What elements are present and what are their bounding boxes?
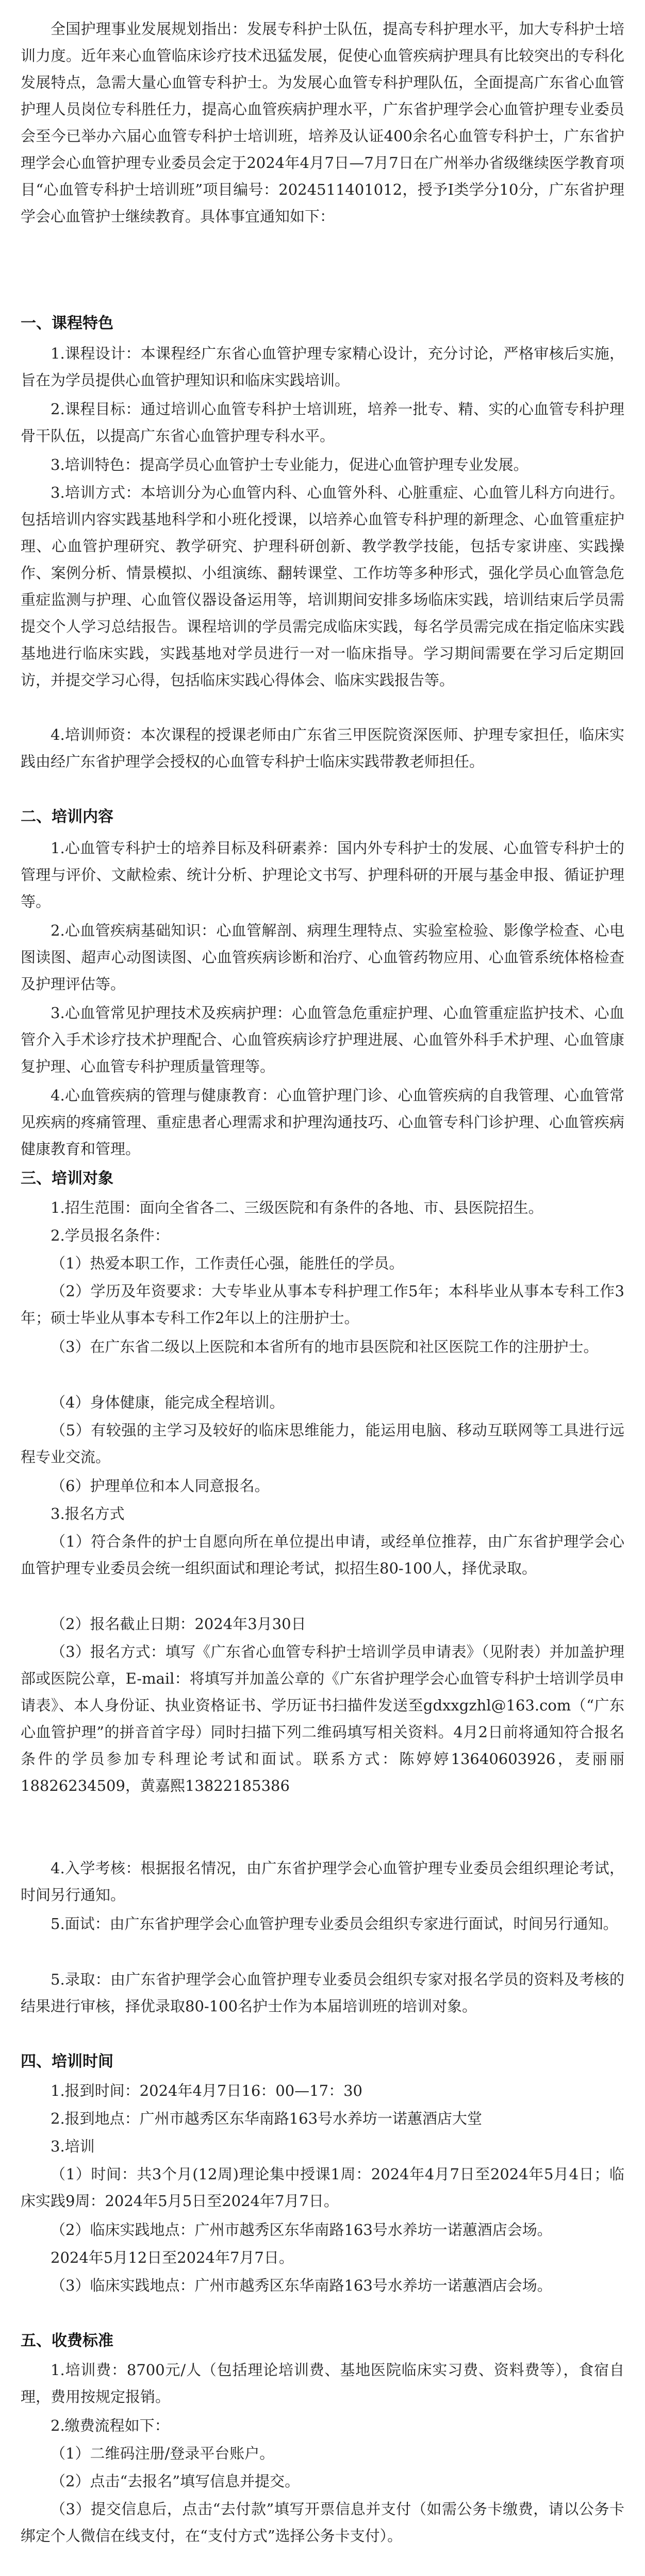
content-paragraph-1: 1.心血管专科护士的培养目标及科研素养：国内外专科护士的发展、心血管专科护士的管理与评价、文献检索、统计分析、护理论文书写、护理科研的开展与基金申报、循证护理等。 [21,839,624,910]
features-paragraph-3: 3.培训特色：提高学员心血管护士专业能力，促进心血管护理专业发展。 [51,456,528,473]
content-paragraph-2: 2.心血管疾病基础知识：心血管解剖、病理生理特点、实验室检验、影像学检查、心电图读图、超声心动图读图、心血管疾病诊断和治疗、心血管药物应用、心血管系统体格检查及护理评估等。 [21,922,624,993]
fees-paragraph-3: （1）二维码注册/登录平台账户。 [51,2445,275,2462]
time-paragraph-5: （2）临床实践地点：广州市越秀区东华南路163号水养坊一诺蕙酒店会场。 [51,2221,552,2239]
fees-paragraph-1: 1.培训费：8700元/人（包括理论培训费、基地医院临床实习费、资料费等），食宿自理，费用按规定报销。 [21,2361,624,2405]
fees-paragraph-4: （2）点击“去报名”填写信息并提交。 [51,2472,300,2490]
audience-paragraph-5: （3）在广东省二级以上医院和本省所有的地市县医院和社区医院工作的注册护士。 [51,1338,599,1355]
content-paragraph-4: 4.心血管疾病的管理与健康教育：心血管护理门诊、心血管疾病的自我管理、心血管常见疾病的疼痛管理、重症患者心理需求和护理沟通技巧、心血管专科门诊护理、心血管疾病健康教育和管理。 [21,1087,624,1158]
features-paragraph-4: 3.培训方式：本培训分为心血管内科、心血管外科、心脏重症、心血管儿科方向进行。包括培训内容实践基地科学和小班化授课，以培养心血管专科护理的新理念、心血管重症护理、心血管护理研究、教学研究、护理科研创新、教学教学技能，包括专家讲座、实践操作、案例分析、情景模拟、小组演练、翻转课堂、工作坊等多种形式，强化学员心血管急危重症监测与护理、心血管仪器设备运用等，培训期间安排多场临床实践，培训结束后学员需提交个人学习总结报告。课程培训的学员需完成临床实践，每名学员需完成在指定临床实践基地进行临床实践，实践基地对学员进行一对一临床指导。学习期间需要在学习后定期回访，并提交学习心得，包括临床实践心得体会、临床实践报告等。 [21,484,624,689]
audience-paragraph-4: （2）学历及年资要求：大专毕业从事本专科护理工作5年；本科毕业从事本专科工作3年；硕士毕业从事本专科工作2年以上的注册护士。 [21,1282,624,1327]
audience-paragraph-8: （6）护理单位和本人同意报名。 [51,1477,270,1495]
time-paragraph-6: 2024年5月12日至2024年7月7日。 [51,2249,294,2266]
time-paragraph-4: （1）时间：共3个月(12周)理论集中授课1周：2024年4月7日至2024年5月4日；临床实践9周：2024年5月5日至2024年7月7日。 [21,2165,624,2210]
section-heading-audience: 三、培训对象 [21,1170,113,1188]
section-heading-content: 二、培训内容 [21,808,113,826]
time-paragraph-3: 3.培训 [51,2138,95,2155]
fees-paragraph-5: （3）提交信息后，点击“去付款”填写开票信息并支付（如需公务卡缴费，请以公务卡绑定个人微信在线支付，在“支付方式”选择公务卡支付）。 [21,2500,624,2545]
audience-paragraph-1: 1.招生范围：面向全省各二、三级医院和有条件的各地、市、县医院招生。 [51,1199,543,1216]
audience-paragraph-15: 5.录取：由广东省护理学会心血管护理专业委员会组织专家对报名学员的资料及考核的结果进行审核，择优录取80-100名护士作为本届培训班的培训对象。 [21,1971,624,2015]
time-paragraph-1: 1.报到时间：2024年4月7日16：00—17：30 [51,2082,362,2099]
audience-paragraph-9: 3.报名方式 [51,1505,125,1522]
features-paragraph-5: 4.培训师资：本次课程的授课老师由广东省三甲医院资深医师、护理专家担任，临床实践由经广东省护理学会授权的心血管专科护士临床实践带教老师担任。 [21,726,624,770]
section-heading-time: 四、培训时间 [21,2053,113,2071]
audience-paragraph-14: 5.面试：由广东省护理学会心血管护理专业委员会组织专家进行面试，时间另行通知。 [51,1915,618,1933]
audience-paragraph-13: 4.入学考核：根据报名情况，由广东省护理学会心血管护理专业委员会组织理论考试，时间另行通知。 [21,1859,624,1904]
audience-paragraph-6: （4）身体健康，能完成全程培训。 [51,1394,285,1411]
audience-paragraph-3: （1）热爱本职工作，工作责任心强，能胜任的学员。 [51,1255,404,1272]
time-paragraph-7: （3）临床实践地点：广州市越秀区东华南路163号水养坊一诺蕙酒店会场。 [51,2277,552,2294]
features-paragraph-2: 2.课程目标：通过培训心血管专科护士培训班，培养一批专、精、实的心血管专科护理骨干队伍，以提高广东省心血管护理专科水平。 [21,400,624,445]
audience-paragraph-2: 2.学员报名条件： [51,1227,170,1244]
audience-paragraph-7: （5）有较强的主学习及较好的临床思维能力，能运用电脑、移动互联网等工具进行远程专业交流。 [21,1421,624,1466]
audience-paragraph-11: （2）报名截止日期：2024年3月30日 [51,1615,306,1633]
audience-paragraph-10: （1）符合条件的护士自愿向所在单位提出申请，或经单位推荐，由广东省护理学会心血管护理专业委员会统一组织面试和理论考试，拟招生80-100人，择优录取。 [21,1533,624,1577]
features-paragraph-1: 1.课程设计：本课程经广东省心血管护理专家精心设计，充分讨论，严格审核后实施，旨在为学员提供心血管护理知识和临床实践培训。 [21,345,624,389]
audience-paragraph-12: （3）报名方式：填写《广东省心血管专科护士培训学员申请表》（见附表）并加盖护理部或医院公章，E-mail：将填写并加盖公章的《广东省护理学会心血管专科护士培训学员申请表》、本人身份证、执业资格证书、学历证书扫描件发送至gdxxgzhl@163.com（“广东心血管护理”的拼音首字母）同时扫描下列二维码填写相关资料。4月2日前将通知符合报名条件的学员参加专科理论考试和面试。联系方式：陈婷婷13640603926，麦丽丽18826234509，黄嘉熙13822185386 [21,1643,624,1794]
content-paragraph-3: 3.心血管常见护理技术及疾病护理：心血管急危重症护理、心血管重症监护技术、心血管介入手术诊疗技术护理配合、心血管疾病诊疗护理进展、心血管外科手术护理、心血管康复护理、心血管专科护理质量管理等。 [21,1004,624,1075]
intro-paragraph: 全国护理事业发展规划指出：发展专科护士队伍，提高专科护理水平，加大专科护士培训力度。近年来心血管临床诊疗技术迅猛发展，促使心血管疾病护理具有比较突出的专科化发展特点，急需大量心血管专科护士。为发展心血管专科护理队伍，全面提高广东省心血管护理人员岗位专科胜任力，提高心血管疾病护理水平，广东省护理学会心血管护理专业委员会至今已举办六届心血管专科护士培训班，培养及认证400余名心血管专科护士，广东省护理学会心血管护理专业委员会定于2024年4月7日—7月7日在广州举办省级继续医学教育项目“心血管专科护士培训班”项目编号：2024511401012，授予I类学分10分，广东省护理学会心血管护士继续教育。具体事宜通知如下： [21,20,624,225]
time-paragraph-2: 2.报到地点：广州市越秀区东华南路163号水养坊一诺蕙酒店大堂 [51,2110,483,2127]
section-heading-features: 一、课程特色 [21,314,113,332]
fees-paragraph-2: 2.缴费流程如下： [51,2417,170,2434]
section-heading-fees: 五、收费标准 [21,2332,113,2350]
